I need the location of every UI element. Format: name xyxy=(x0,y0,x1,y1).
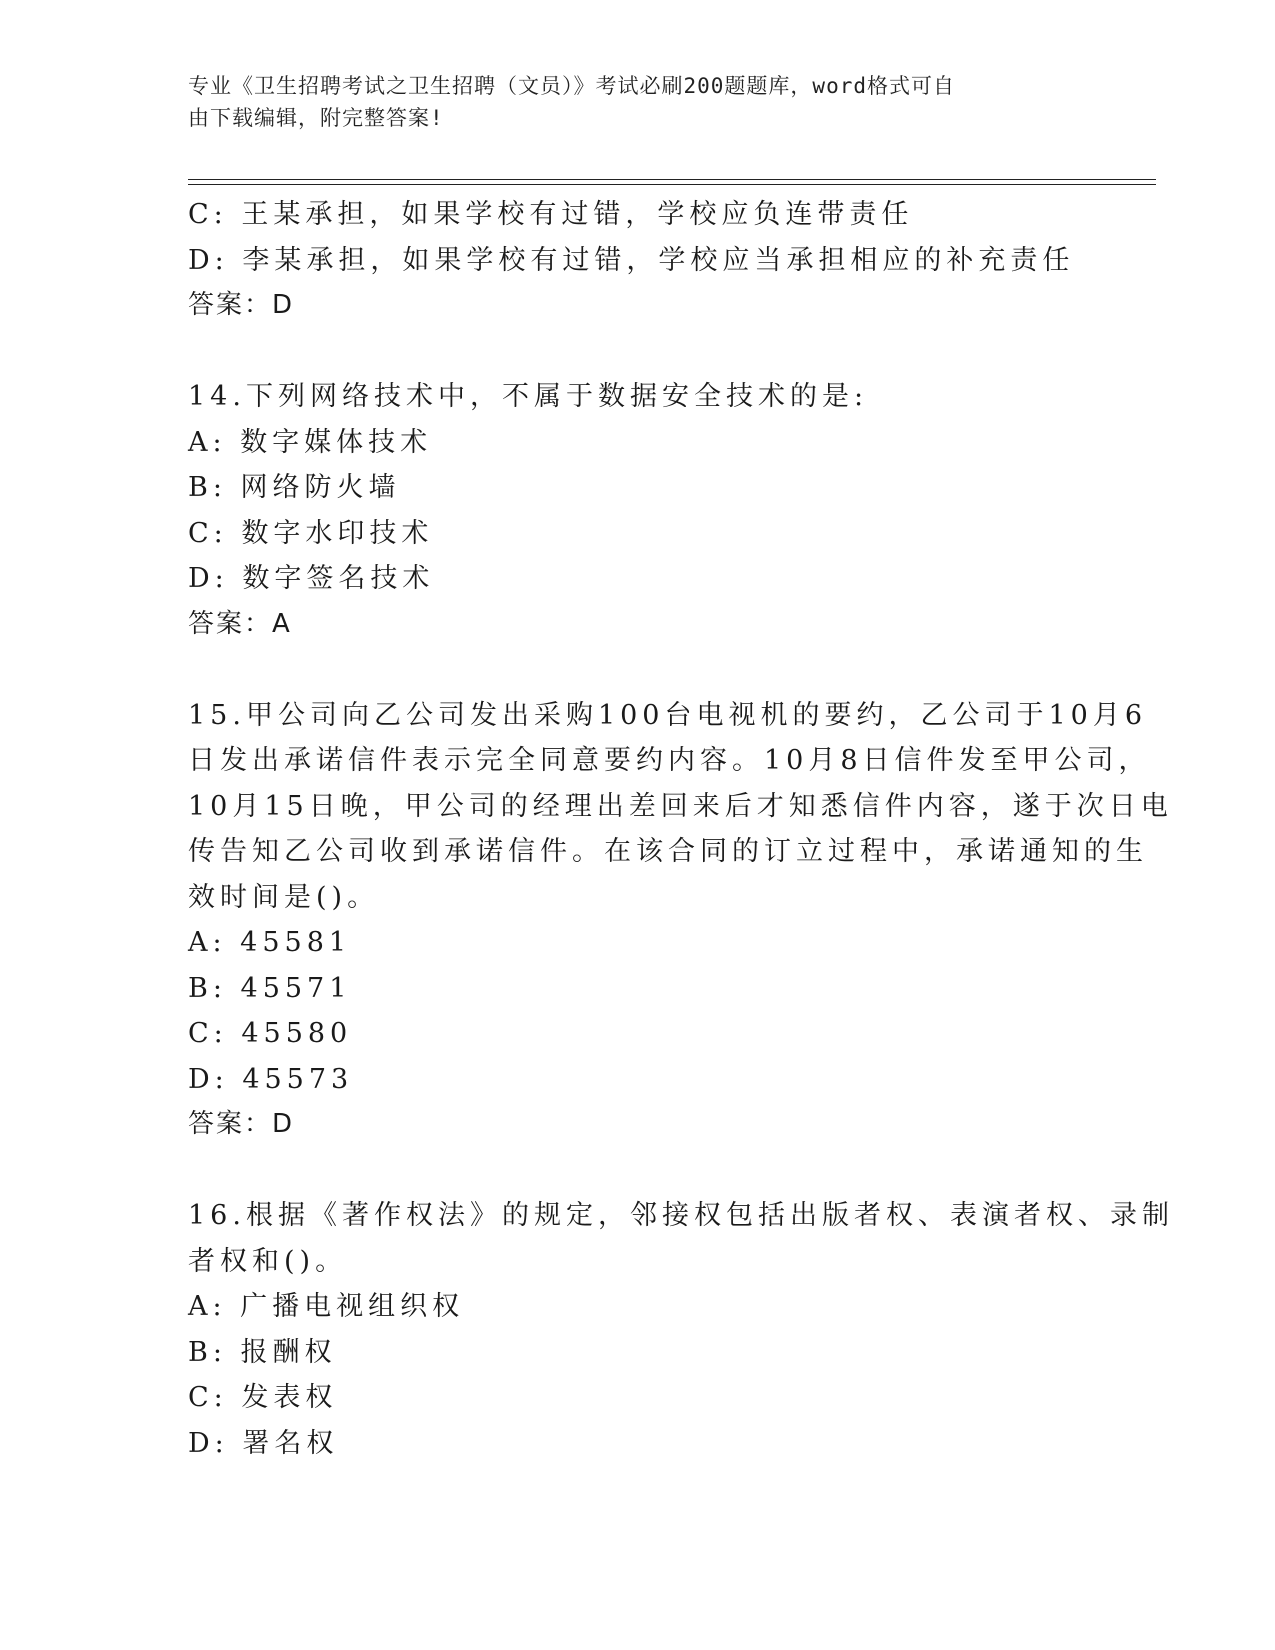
question-16 xyxy=(188,1193,1174,1466)
header-title-line-1: 专业《卫生招聘考试之卫生招聘（文员）》考试必刷200题题库，word格式可自 xyxy=(188,74,955,98)
answer: 答案：D xyxy=(188,1109,295,1139)
question-stem-line: 16.根据《著作权法》的规定，邻接权包括出版者权、表演者权、录制 xyxy=(188,1200,1174,1231)
option-b: B: 报酬权 xyxy=(188,1336,337,1368)
option-c: C: 发表权 xyxy=(188,1382,338,1413)
question-stem-line: 10月15日晚，甲公司的经理出差回来后才知悉信件内容，遂于次日电 xyxy=(188,790,1173,822)
option-d: D: 45573 xyxy=(188,1063,354,1095)
question-stem: 14.下列网络技术中，不属于数据安全技术的是: xyxy=(188,381,869,412)
header-rule-bottom xyxy=(188,184,1156,185)
question-list xyxy=(188,192,1174,1466)
option-d: D: 数字签名技术 xyxy=(188,563,435,594)
question-stem-line: 15.甲公司向乙公司发出采购100台电视机的要约，乙公司于10月6 xyxy=(188,699,1148,731)
option-a: A: 广播电视组织权 xyxy=(188,1291,465,1322)
question-stem-line: 日发出承诺信件表示完全同意要约内容。10月8日信件发至甲公司， xyxy=(188,745,1151,776)
document-header xyxy=(188,70,1068,134)
question-stem-line: 传告知乙公司收到承诺信件。在该合同的订立过程中，承诺通知的生 xyxy=(188,836,1148,867)
option-a: A: 45581 xyxy=(188,927,352,958)
option-a: A: 数字媒体技术 xyxy=(188,426,433,458)
option-c: C: 45580 xyxy=(188,1018,353,1049)
question-stem-line: 者权和()。 xyxy=(188,1245,348,1277)
question-stem-line: 效时间是()。 xyxy=(188,881,380,913)
option-c: C: 王某承担，如果学校有过错，学校应负连带责任 xyxy=(188,199,914,230)
option-b: B: 45571 xyxy=(188,972,352,1004)
answer: 答案：A xyxy=(188,608,292,639)
option-c: C: 数字水印技术 xyxy=(188,517,434,549)
question-continued xyxy=(188,192,1088,329)
option-b: B: 网络防火墙 xyxy=(188,472,401,503)
option-d: D: 署名权 xyxy=(188,1427,339,1459)
header-title-line-2: 由下载编辑，附完整答案! xyxy=(188,106,444,130)
question-15 xyxy=(188,693,1173,1148)
option-d: D: 李某承担，如果学校有过错，学校应当承担相应的补充责任 xyxy=(188,244,1075,276)
header-rule-top xyxy=(188,179,1156,180)
answer: 答案：D xyxy=(188,290,295,320)
question-14 xyxy=(188,374,1088,647)
